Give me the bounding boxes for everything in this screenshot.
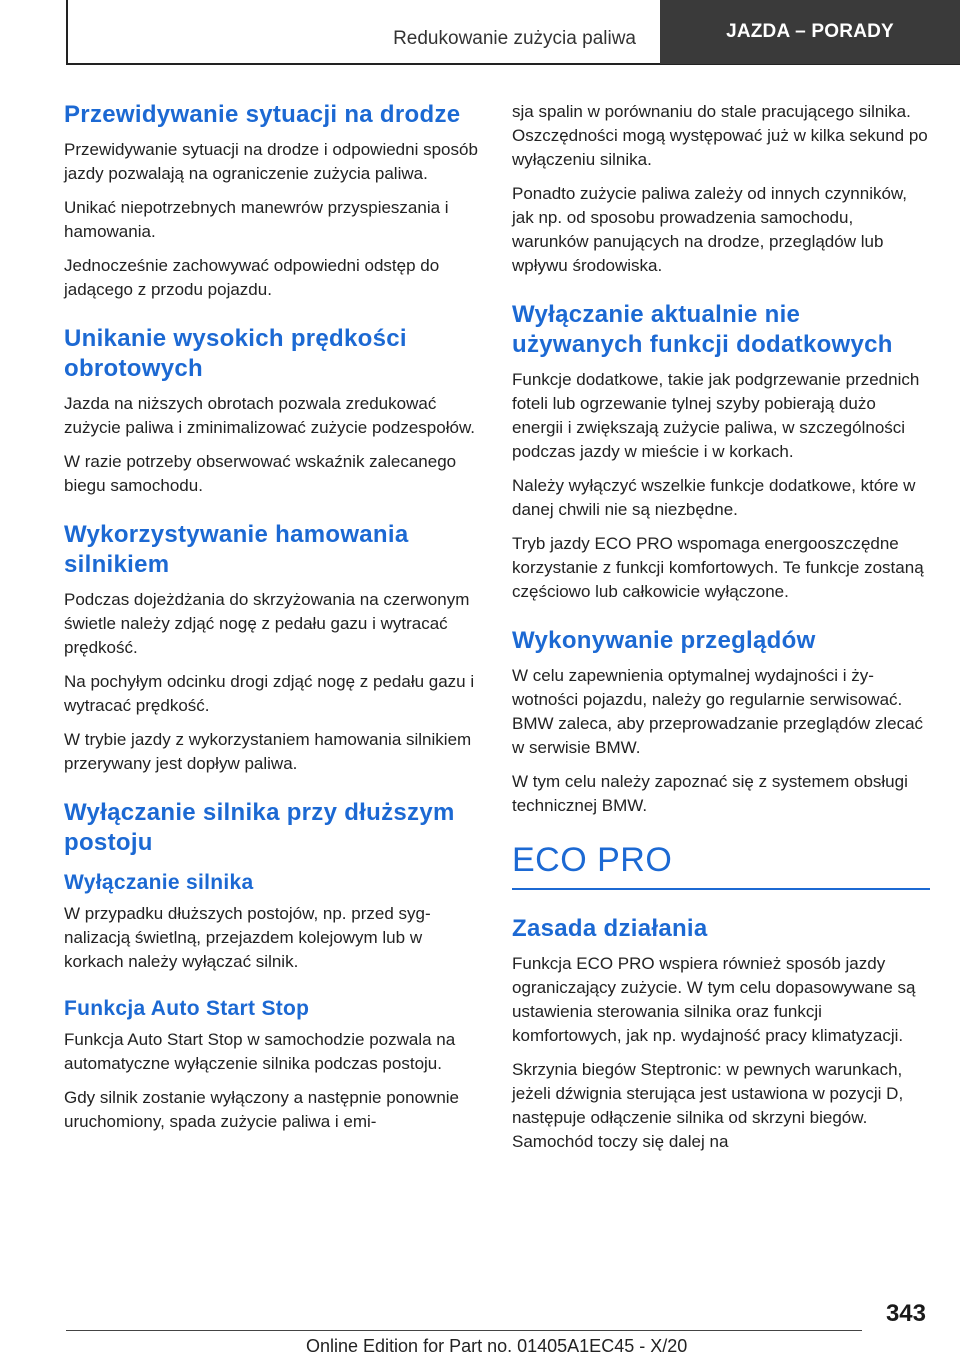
- paragraph: Funkcja Auto Start Stop w samochodzie pozwala na automatyczne wyłączenie silnika podczas postoju.: [64, 1030, 456, 1073]
- paragraph: Unikać niepotrzebnych manewrów przyspieszania i hamowania.: [64, 198, 449, 241]
- paragraph: Funkcja ECO PRO wspiera również sposób jazdy ograniczający zużycie. W tym celu dopasowywane są ustawienia sterowania silnika oraz funkcji komfortowych, jak np. wydajność pracy klimatyzacji.: [512, 954, 916, 1045]
- paragraph: Podczas dojeżdżania do skrzyżowania na czerwonym świetle należy zdjąć nogę z pedału gazu i wytracać prędkość.: [64, 590, 470, 657]
- paragraph: W tym celu należy zapoznać się z systemem obsługi technicznej BMW.: [512, 772, 908, 815]
- paragraph: Przewidywanie sytuacji na drodze i odpowiedni sposób jazdy pozwalają na ograniczenie zużycia paliwa.: [64, 140, 478, 183]
- paragraph: W przypadku dłuższych postojów, np. przed sygnalizacją świetlną, przejazdem kolejowym lub w korkach należy wyłączać silnik.: [64, 904, 431, 971]
- paragraph: Na pochyłym odcinku drogi zdjąć nogę z pedału gazu i wytracać prędkość.: [64, 672, 475, 715]
- paragraph: Skrzynia biegów Steptronic: w pewnych warunkach, jeżeli dźwignia sterująca jest ustawiona w pozycji D, następuje odłączenie silnika od skrzyni biegów. Samochód toczy się dalej na: [512, 1060, 904, 1151]
- paragraph: Ponadto zużycie paliwa zależy od innych czynników, jak np. od sposobu prowadzenia samochodu, warunków panujących na drodze, przeglądów lub wpływu środowiska.: [512, 184, 907, 275]
- heading-engine-off-long-stop: Wyłączanie silnika przy dłuższym postoju: [64, 799, 455, 856]
- paragraph: sja spalin w porównaniu do stale pracującego silnika. Oszczędności mogą występować już w kilka sekund po wyłączeniu silnika.: [512, 102, 928, 169]
- header-section-title: Redukowanie zużycia paliwa: [393, 28, 636, 49]
- header-rule-left: [66, 0, 68, 64]
- heading-disable-extra-functions: Wyłączanie aktualnie nie używanych funkcji dodatkowych: [512, 301, 893, 358]
- header-chapter-tab: JAZDA – PORADY: [660, 0, 960, 64]
- heading-anticipation: Przewidywanie sytuacji na drodze: [64, 101, 461, 128]
- heading-avoid-high-rpm: Unikanie wysokich prędkości obrotowych: [64, 325, 407, 382]
- heading-inspections: Wykonywanie przeglądów: [512, 627, 816, 654]
- right-column: [512, 100, 930, 1164]
- paragraph: Funkcje dodatkowe, takie jak podgrzewanie przednich foteli lub ogrzewanie tylnej szyby pobierają dużo energii i zwiększają zużycie paliwa, w szczególności podczas jazdy w mieście i w korkach.: [512, 370, 920, 461]
- paragraph: W trybie jazdy z wykorzystaniem hamowania silnikiem przerywany jest dopływ paliwa.: [64, 730, 472, 773]
- heading-principle: Zasada działania: [512, 915, 708, 942]
- paragraph: Tryb jazdy ECO PRO wspomaga energooszczędne korzystanie z funkcji komfortowych. Te funkcje zostaną częściowo lub całkowicie wyłączone.: [512, 534, 924, 601]
- paragraph: Jednocześnie zachowywać odpowiedni odstęp do jadącego z przodu pojazdu.: [64, 256, 440, 299]
- chapter-heading-eco-pro: ECO PRO: [512, 840, 930, 890]
- footer-rule: [66, 1330, 862, 1331]
- footer-edition: Online Edition for Part no. 01405A1EC45 - X/20: [306, 1336, 688, 1356]
- paragraph: Należy wyłączyć wszelkie funkcje dodatkowe, które w danej chwili nie są niezbędne.: [512, 476, 916, 519]
- paragraph: W celu zapewnienia optymalnej wydajności i żywotności pojazdu, należy go regularnie serwisować. BMW zaleca, aby przeprowadzanie przeglądów zlecać w serwisie BMW.: [512, 666, 924, 757]
- paragraph: Jazda na niższych obrotach pozwala zredukować zużycie paliwa i zminimalizować zużycie podzespołów.: [64, 394, 476, 437]
- heading-engine-braking: Wykorzystywanie hamowania silnikiem: [64, 521, 409, 578]
- paragraph: Gdy silnik zostanie wyłączony a następnie ponownie uruchomiony, spada zużycie paliwa i emi-: [64, 1088, 460, 1131]
- left-column: [64, 100, 482, 1144]
- page-number: 343: [885, 1300, 926, 1327]
- subheading-engine-off: Wyłączanie silnika: [64, 871, 254, 894]
- subheading-auto-start-stop: Funkcja Auto Start Stop: [64, 997, 310, 1020]
- paragraph: W razie potrzeby obserwować wskaźnik zalecanego biegu samochodu.: [64, 452, 457, 495]
